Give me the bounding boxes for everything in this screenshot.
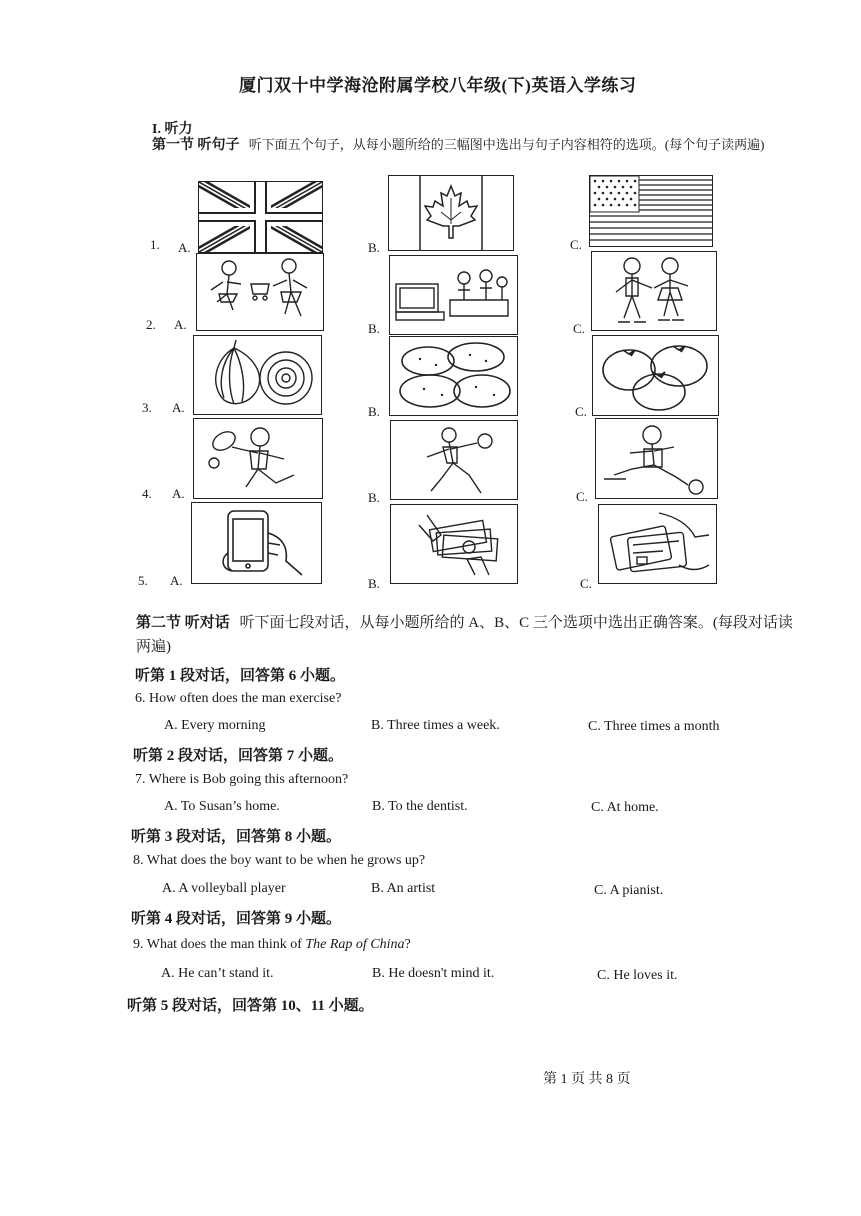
- question-9: [133, 937, 411, 953]
- option-c: C. Three times a month: [588, 719, 720, 734]
- option-b: B. He doesn't mind it.: [372, 966, 495, 981]
- question-number: 5.: [138, 573, 148, 588]
- question-9-suffix: ?: [404, 937, 411, 952]
- option-letter: B.: [368, 490, 380, 505]
- question-number: 4.: [142, 486, 152, 501]
- option-letter: C.: [575, 404, 587, 419]
- option-letter: B.: [368, 404, 380, 419]
- question-8: 8. What does the boy want to be when he grows up?: [133, 853, 426, 868]
- option-letter: C.: [576, 489, 588, 504]
- dialogue-prompt: 听第 5 段对话，回答第 10、11 小题。: [127, 998, 374, 1014]
- option-letter: A.: [178, 240, 191, 255]
- question-9-title: The Rap of China: [305, 937, 405, 952]
- option-b: B. To the dentist.: [372, 799, 468, 814]
- option-a: A. He can’t stand it.: [161, 966, 274, 981]
- tennis-player-icon: [193, 418, 323, 499]
- people-watching-tv-icon: [389, 255, 518, 335]
- option-a: A. To Susan’s home.: [164, 799, 280, 814]
- dialogue-prompt: 听第 3 段对话，回答第 8 小题。: [131, 829, 342, 845]
- question-number: 2.: [146, 317, 156, 332]
- people-shopping-icon: [196, 253, 324, 331]
- question-9-prefix: 9. What does the man think of: [133, 937, 306, 952]
- option-letter: C.: [573, 321, 585, 336]
- tomatoes-icon: [592, 335, 719, 416]
- part1-label: 第一节 听句子: [152, 138, 240, 153]
- option-letter: C.: [570, 237, 582, 252]
- usa-flag-icon: [589, 175, 713, 247]
- section-heading: I. 听力: [152, 122, 193, 137]
- cash-icon: [390, 504, 518, 584]
- option-a: A. Every morning: [164, 718, 266, 733]
- kids-skating-icon: [591, 251, 717, 331]
- question-number: 3.: [142, 400, 152, 415]
- option-letter: A.: [170, 573, 183, 588]
- option-letter: B.: [368, 321, 380, 336]
- option-letter: B.: [368, 576, 380, 591]
- soccer-player-icon: [595, 418, 718, 499]
- question-number: 1.: [150, 237, 160, 252]
- dialogue-prompt: 听第 2 段对话，回答第 7 小题。: [133, 748, 344, 764]
- part2-instruction: [136, 611, 796, 659]
- uk-flag-icon: [198, 181, 323, 253]
- credit-card-icon: [598, 504, 717, 584]
- option-a: A. A volleyball player: [162, 881, 286, 896]
- part1-instruction: [152, 135, 792, 156]
- option-letter: A.: [172, 400, 185, 415]
- dialogue-prompt: 听第 1 段对话，回答第 6 小题。: [135, 668, 346, 684]
- canada-flag-icon: [388, 175, 514, 251]
- option-c: C. At home.: [591, 800, 659, 815]
- onion-icon: [193, 335, 322, 415]
- dialogue-prompt: 听第 4 段对话，回答第 9 小题。: [131, 911, 342, 927]
- option-c: C. He loves it.: [597, 968, 678, 983]
- part2-label: 第二节 听对话: [136, 615, 230, 631]
- option-b: B. Three times a week.: [371, 718, 500, 733]
- option-letter: B.: [368, 240, 380, 255]
- page-number: 第 1 页 共 8 页: [543, 1072, 631, 1087]
- option-letter: A.: [174, 317, 187, 332]
- basketball-player-icon: [390, 420, 518, 500]
- page-title: 厦门双十中学海沧附属学校八年级(下)英语入学练习: [239, 76, 637, 95]
- smartphone-icon: [191, 502, 322, 584]
- option-b: B. An artist: [371, 881, 436, 896]
- option-letter: C.: [580, 576, 592, 591]
- question-7: 7. Where is Bob going this afternoon?: [135, 772, 349, 787]
- question-6: 6. How often does the man exercise?: [135, 691, 342, 706]
- part1-text: 听下面五个句子，从每小题所给的三幅图中选出与句子内容相符的选项。(每个句子读两遍): [248, 137, 765, 152]
- option-letter: A.: [172, 486, 185, 501]
- option-c: C. A pianist.: [594, 883, 664, 898]
- part2-text: 听下面七段对话，从每小题所给的 A、B、C 三个选项中选出正确答案。(每段对话读两遍): [136, 615, 793, 655]
- potatoes-icon: [389, 336, 518, 416]
